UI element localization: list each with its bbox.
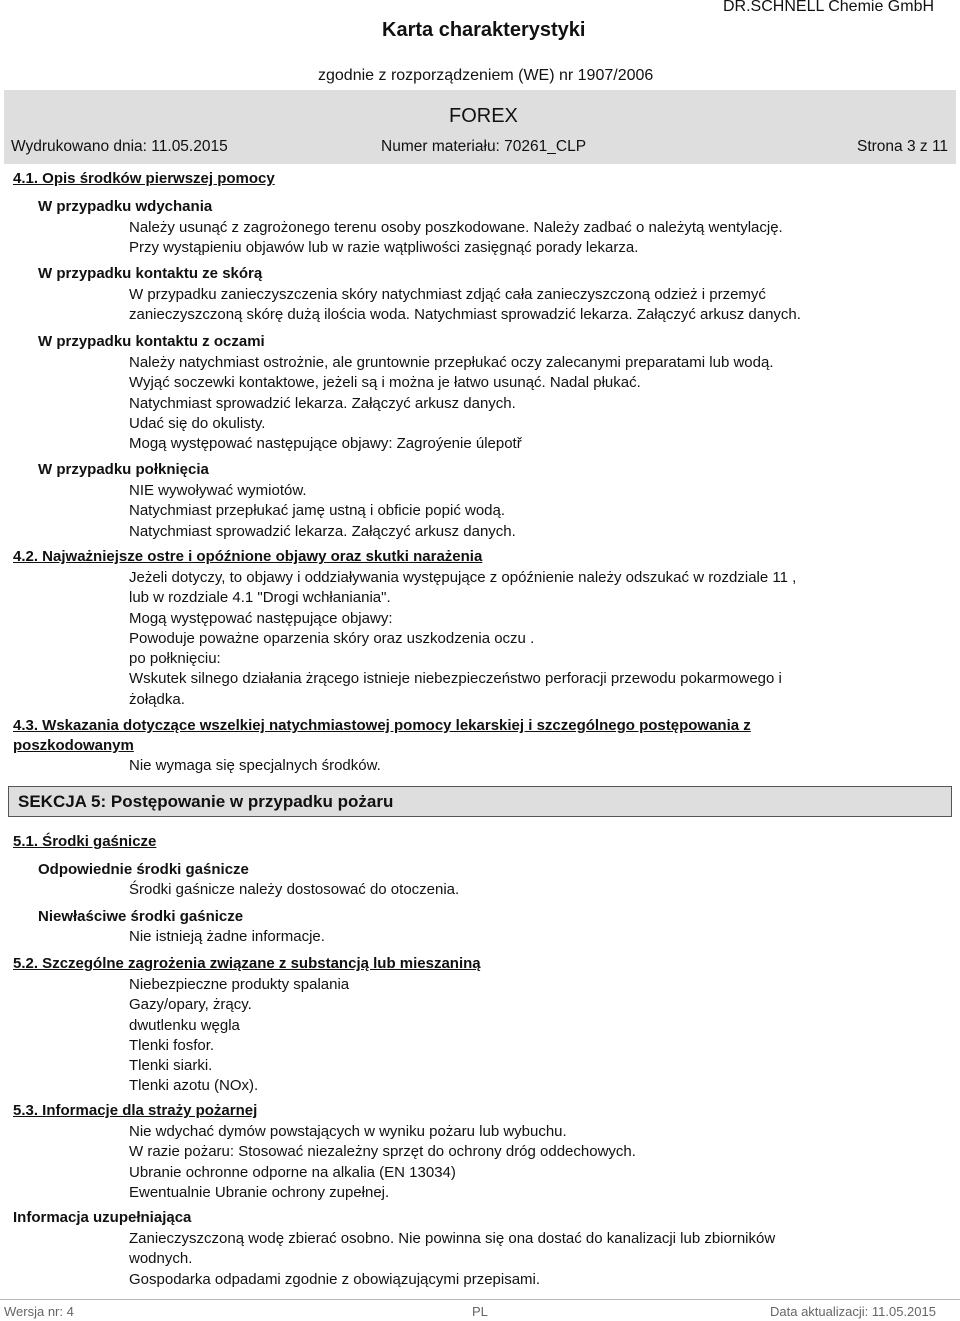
text-line: żołądka. <box>129 690 185 708</box>
additional-info-label: Informacja uzupełniająca <box>13 1209 192 1226</box>
company-name: DR.SCHNELL Chemie GmbH <box>723 0 935 15</box>
section-4-3-text: Nie wymaga się specjalnych środków. <box>129 757 381 774</box>
unsuitable-media-text: Nie istnieją żadne informacje. <box>129 928 325 945</box>
text-line: Tlenki siarki. <box>129 1057 213 1075</box>
ingestion-text <box>129 481 516 542</box>
section-5-title: SEKCJA 5: Postępowanie w przypadku pożaru <box>18 792 394 811</box>
text-line: Wskutek silnego działania żrącego istnieje niebezpieczeństwo perforacji przewodu pokarmowego i <box>129 670 782 688</box>
text-line: Ubranie ochronne odporne na alkalia (EN 13034) <box>129 1163 456 1181</box>
ingestion-label: W przypadku połknięcia <box>38 461 209 478</box>
text-line: po połknięciu: <box>129 650 221 668</box>
section-5-1-heading: 5.1. Środki gaśnicze <box>13 833 157 850</box>
text-line: Wyjąć soczewki kontaktowe, jeżeli są i można je łatwo usunąć. Nadal płukać. <box>129 374 641 392</box>
skin-contact-text <box>129 285 801 326</box>
text-line: Tlenki azotu (NOx). <box>129 1077 259 1095</box>
text-line: Gospodarka odpadami zgodnie z obowiązującymi przepisami. <box>129 1270 541 1288</box>
product-name: FOREX <box>449 105 518 127</box>
document-title: Karta charakterystyki <box>382 19 586 41</box>
text-line: zanieczyszczoną skórę dużą ilościa woda. Natychmiast sprowadzić lekarza. Załączyć arkusz danych. <box>129 306 801 324</box>
text-line: Gazy/opary, żrący. <box>129 996 252 1014</box>
footer-updated: Data aktualizacji: 11.05.2015 <box>770 1304 936 1319</box>
footer-version: Wersja nr: 4 <box>4 1304 74 1319</box>
text-line: wodnych. <box>129 1250 193 1268</box>
text-line: Natychmiast przepłukać jamę ustną i obficie popić wodą. <box>129 502 506 520</box>
eye-contact-text <box>129 353 773 454</box>
text-line: Mogą występować następujące objawy: Zagroýenie úlepotř <box>129 435 522 453</box>
regulation-reference: zgodnie z rozporządzeniem (WE) nr 1907/2006 <box>318 67 654 84</box>
unsuitable-media-label: Niewłaściwe środki gaśnicze <box>38 908 244 925</box>
text-line: Jeżeli dotyczy, to objawy i oddziaływania występujące z opóźnienie należy odszukać w rozdziale 11 , <box>129 569 797 586</box>
additional-info-text <box>129 1229 775 1290</box>
text-line: Niebezpieczne produkty spalania <box>129 976 350 993</box>
text-line: W przypadku zanieczyszczenia skóry natychmiast zdjąć cała zanieczyszczoną odzież i przemyć <box>129 286 766 303</box>
text-line: Ewentualnie Ubranie ochrony zupełnej. <box>129 1183 390 1201</box>
text-line: Tlenki fosfor. <box>129 1036 215 1054</box>
section-5-3-text <box>129 1122 636 1203</box>
print-date: Wydrukowano dnia: 11.05.2015 <box>11 138 228 155</box>
section-5-3-heading: 5.3. Informacje dla straży pożarnej <box>13 1102 258 1119</box>
text-line: Natychmiast sprowadzić lekarza. Załączyć arkusz danych. <box>129 522 516 540</box>
section-4-2-text <box>129 568 796 710</box>
text-line: lub w rozdziale 4.1 "Drogi wchłaniania". <box>129 589 391 607</box>
text-line: Udać się do okulisty. <box>129 414 266 432</box>
suitable-media-label: Odpowiednie środki gaśnicze <box>38 861 249 878</box>
text-line: Należy usunąć z zagrożonego terenu osoby poszkodowane. Należy zadbać o należytą wentylację. <box>129 219 783 236</box>
section-5-2-heading: 5.2. Szczególne zagrożenia związane z substancją lub mieszaniną <box>13 955 481 972</box>
suitable-media-text: Środki gaśnicze należy dostosować do otoczenia. <box>129 881 460 898</box>
text-line: Mogą występować następujące objawy: <box>129 609 393 627</box>
section-4-3-heading: 4.3. Wskazania dotyczące wszelkiej natychmiastowej pomocy lekarskiej i szczególnego postępowania z <box>13 717 751 734</box>
inhalation-label: W przypadku wdychania <box>38 198 213 215</box>
text-line: dwutlenku węgla <box>129 1016 240 1034</box>
skin-contact-label: W przypadku kontaktu ze skórą <box>38 265 263 282</box>
section-4-3-heading-cont: poszkodowanym <box>13 737 134 754</box>
inhalation-text <box>129 218 783 259</box>
page-number: Strona 3 z 11 <box>857 138 949 155</box>
section-5-2-text <box>129 975 349 1097</box>
text-line: W razie pożaru: Stosować niezależny sprzęt do ochrony dróg oddechowych. <box>129 1143 636 1161</box>
text-line: Nie wdychać dymów powstających w wyniku pożaru lub wybuchu. <box>129 1123 567 1140</box>
text-line: Natychmiast sprowadzić lekarza. Załączyć arkusz danych. <box>129 394 516 412</box>
eye-contact-label: W przypadku kontaktu z oczami <box>38 333 265 350</box>
footer-language: PL <box>472 1304 488 1319</box>
text-line: Należy natychmiast ostrożnie, ale gruntownie przepłukać oczy zalecanymi preparatami lub wodą. <box>129 354 774 371</box>
text-line: Przy wystąpieniu objawów lub w razie wątpliwości zasięgnąć porady lekarza. <box>129 239 639 257</box>
section-4-2-heading: 4.2. Najważniejsze ostre i opóźnione objawy oraz skutki narażenia <box>13 548 483 565</box>
text-line: NIE wywoływać wymiotów. <box>129 482 307 499</box>
text-line: Zanieczyszczoną wodę zbierać osobno. Nie powinna się ona dostać do kanalizacji lub zbiorników <box>129 1230 776 1247</box>
material-number: Numer materiału: 70261_CLP <box>381 138 587 155</box>
section-4-1-heading: 4.1. Opis środków pierwszej pomocy <box>13 170 275 187</box>
text-line: Powoduje poważne oparzenia skóry oraz uszkodzenia oczu . <box>129 629 535 647</box>
footer-divider <box>0 1299 960 1300</box>
